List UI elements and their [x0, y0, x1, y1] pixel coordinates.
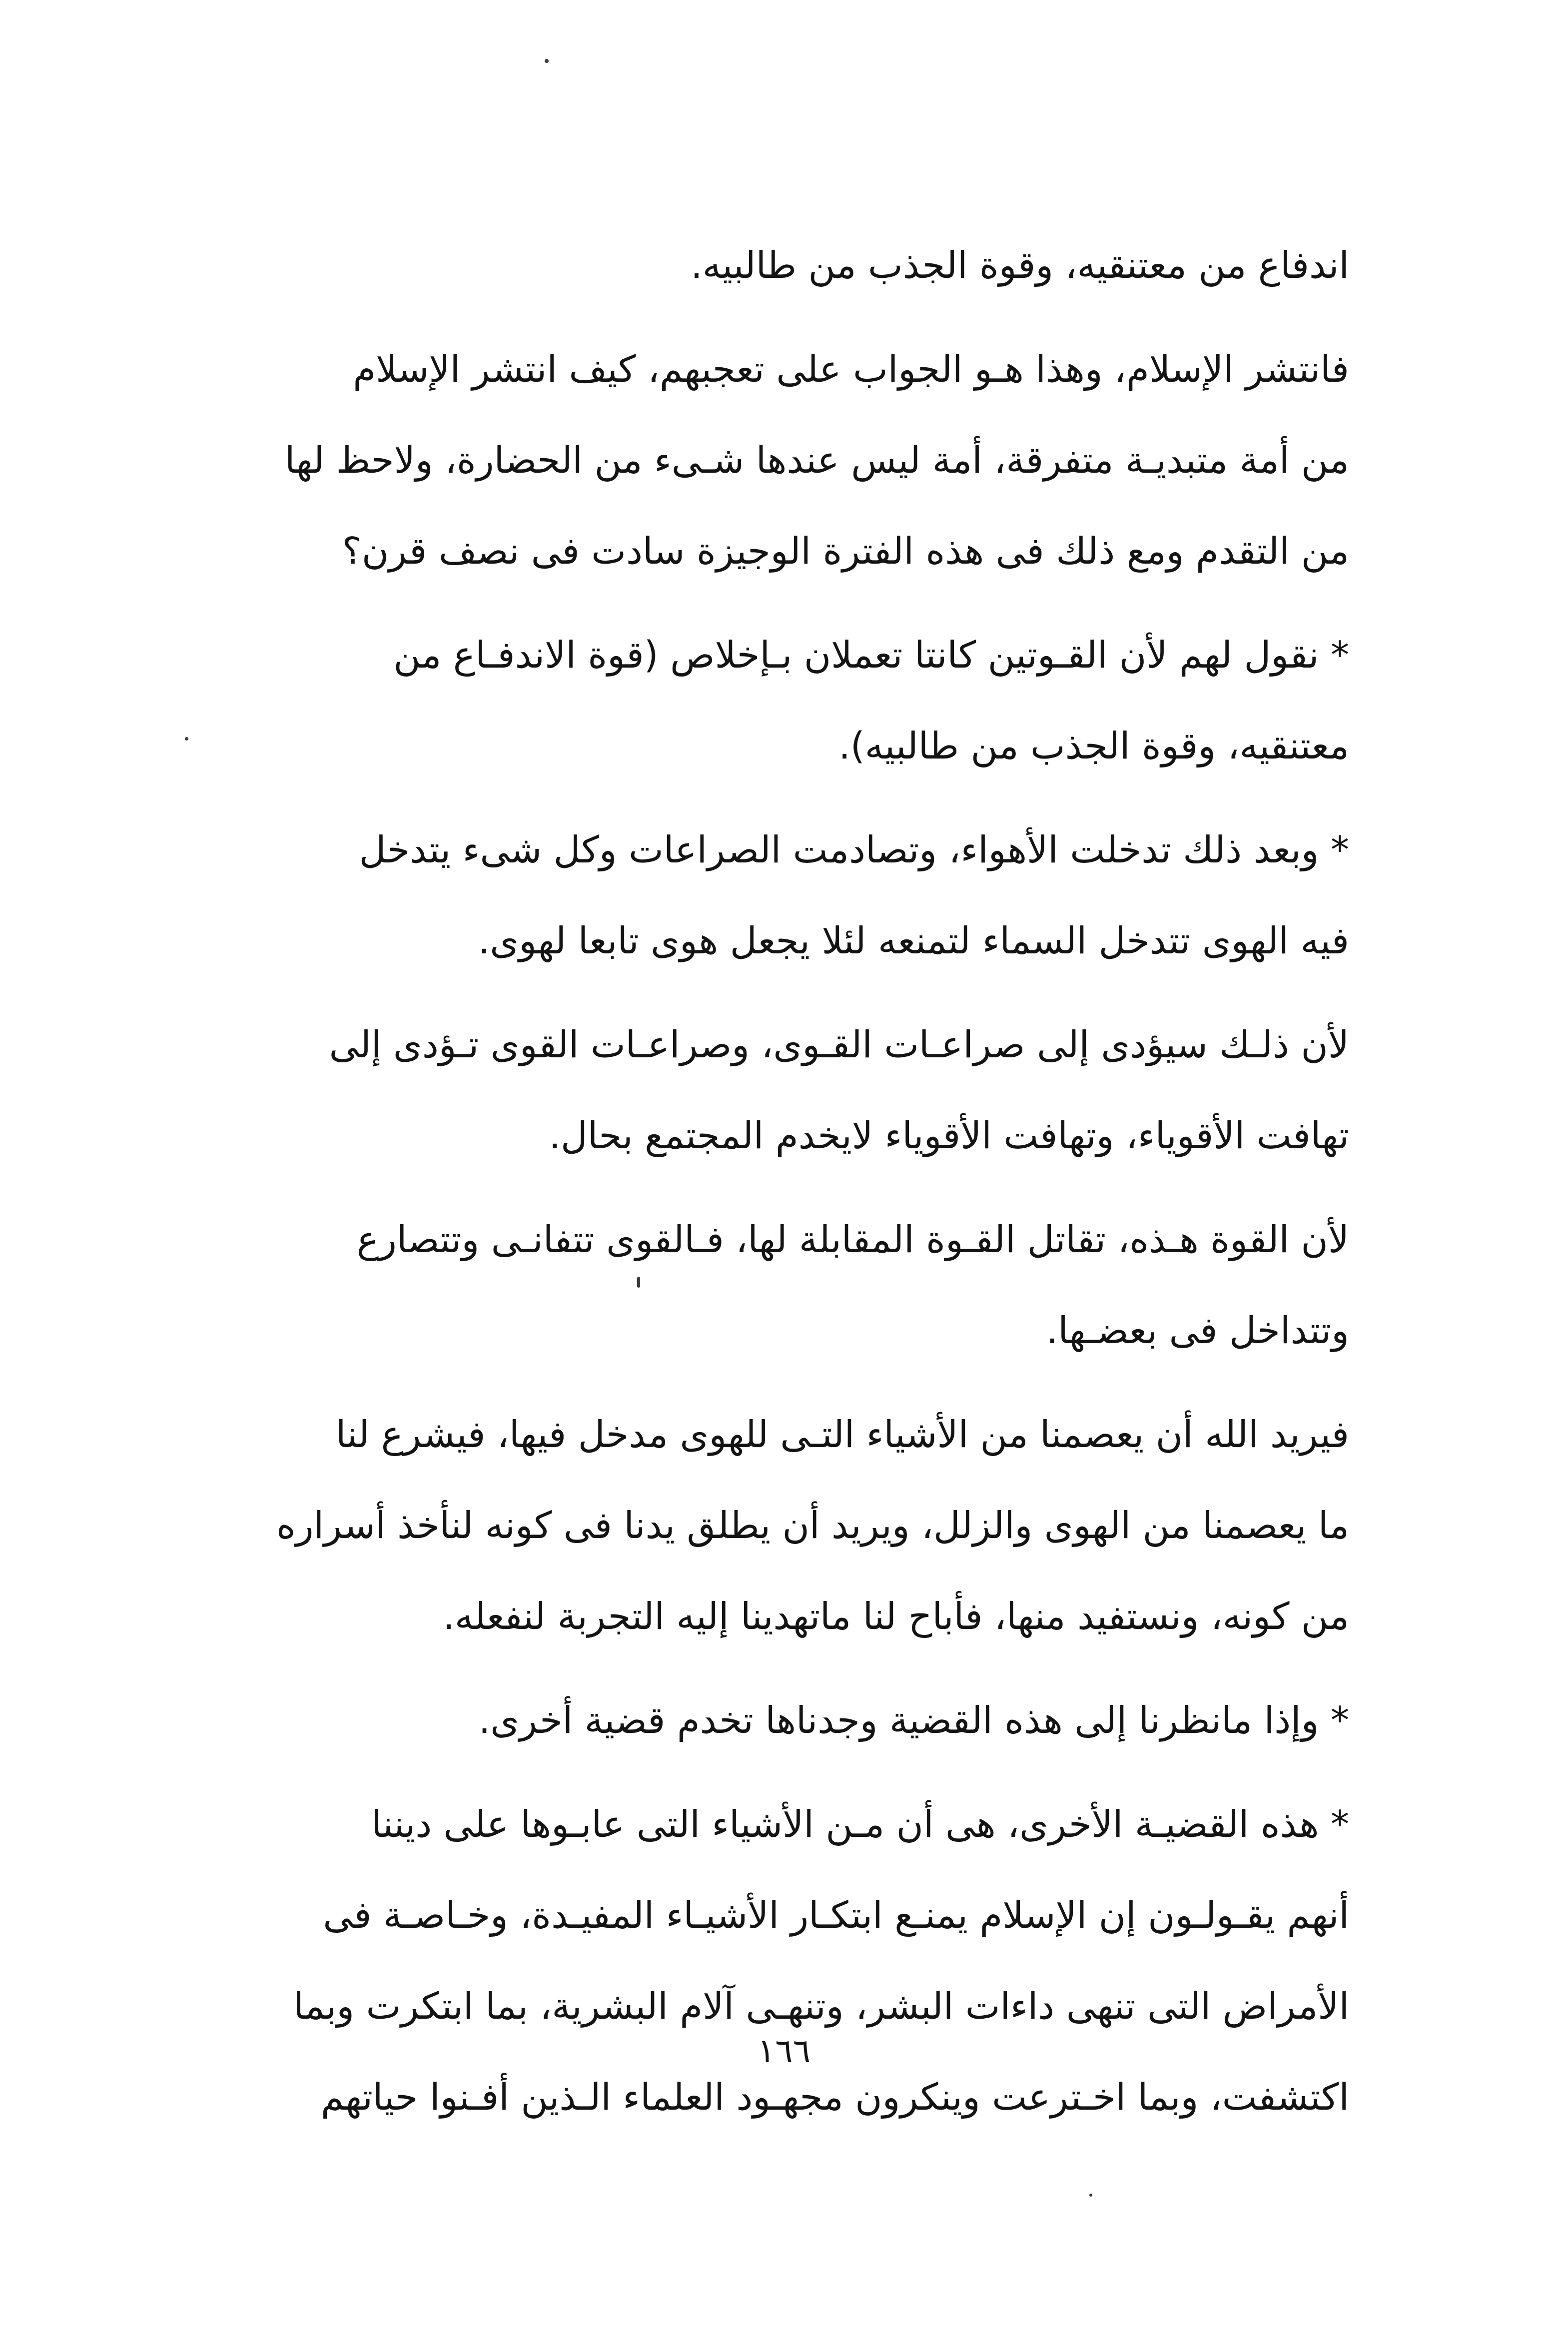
paragraph: [160, 1389, 1349, 1662]
paragraph: [160, 999, 1349, 1181]
text-line: وتتداخل فى بعضـها.: [1046, 1309, 1349, 1352]
text-line: فيريد الله أن يعصمنا من الأشياء التـى للهوى مدخل فيها، فيشرع لنا: [335, 1413, 1349, 1456]
text-line: من أمة متبديـة متفرقة، أمة ليس عندها شـىء من الحضارة، ولاحظ لها: [284, 439, 1349, 482]
scan-speck: [545, 59, 549, 63]
text-line: من التقدم ومع ذلك فى هذه الفترة الوجيزة سادت فى نصف قرن؟: [342, 530, 1349, 573]
text-line: لأن ذلـك سيؤدى إلى صراعـات القـوى، وصراعـات القوى تـؤدى إلى: [329, 1023, 1349, 1066]
body-text: [160, 220, 1349, 2156]
paragraph: [160, 1779, 1349, 2143]
text-line: ما يعصمنا من الهوى والزلل، ويريد أن يطلق يدنا فى كونه لنأخذ أسراره: [276, 1504, 1349, 1547]
paragraph: [160, 220, 1349, 311]
paragraph: [160, 324, 1349, 597]
text-line: * وإذا مانظرنا إلى هذه القضية وجدناها تخدم قضية أخرى.: [478, 1699, 1349, 1742]
text-line: * هذه القضيـة الأخرى، هى أن مـن الأشياء التى عابـوها على ديننا: [371, 1803, 1349, 1846]
text-line: اكتشفت، وبما اخـترعت وينكرون مجهـود العلماء الـذين أفـنوا حياتهم: [320, 2076, 1349, 2119]
text-line: * نقول لهم لأن القـوتين كانتا تعملان بـإخلاص (قوة الاندفـاع من: [393, 634, 1349, 677]
paragraph: [160, 1675, 1349, 1766]
text-line: * وبعد ذلك تدخلت الأهواء، وتصادمت الصراعات وكل شىء يتدخل: [359, 828, 1349, 871]
text-line: لأن القوة هـذه، تقاتل القـوة المقابلة لها، فـالقوى تتفانـى وتتصارع: [356, 1218, 1349, 1261]
text-line: الأمراض التى تنهى داءات البشر، وتنهـى آلام البشرية، بما ابتكرت وبما: [293, 1985, 1349, 2028]
page-number: ١٦٦: [757, 2032, 811, 2070]
text-line: تهافت الأقوياء، وتهافت الأقوياء لايخدم المجتمع بحال.: [549, 1114, 1349, 1157]
text-line: من كونه، ونستفيد منها، فأباح لنا ماتهدينا إليه التجربة لنفعله.: [443, 1595, 1349, 1638]
paragraph: [160, 1194, 1349, 1376]
text-line: معتنقيه، وقوة الجذب من طالبيه).: [838, 725, 1349, 768]
text-line: فيه الهوى تتدخل السماء لتمنعه لئلا يجعل هوى تابعا لهوى.: [478, 919, 1349, 962]
scan-speck: [1089, 2194, 1092, 2197]
text-line: اندفاع من معتنقيه، وقوة الجذب من طالبيه.: [691, 244, 1349, 287]
paragraph: [160, 804, 1349, 986]
paragraph: [160, 610, 1349, 791]
text-line: أنهم يقـولـون إن الإسلام يمنـع ابتكـار الأشيـاء المفيـدة، وخـاصـة فى: [323, 1894, 1349, 1937]
text-line: فانتشر الإسلام، وهذا هـو الجواب على تعجبهم، كيف انتشر الإسلام: [353, 348, 1349, 391]
